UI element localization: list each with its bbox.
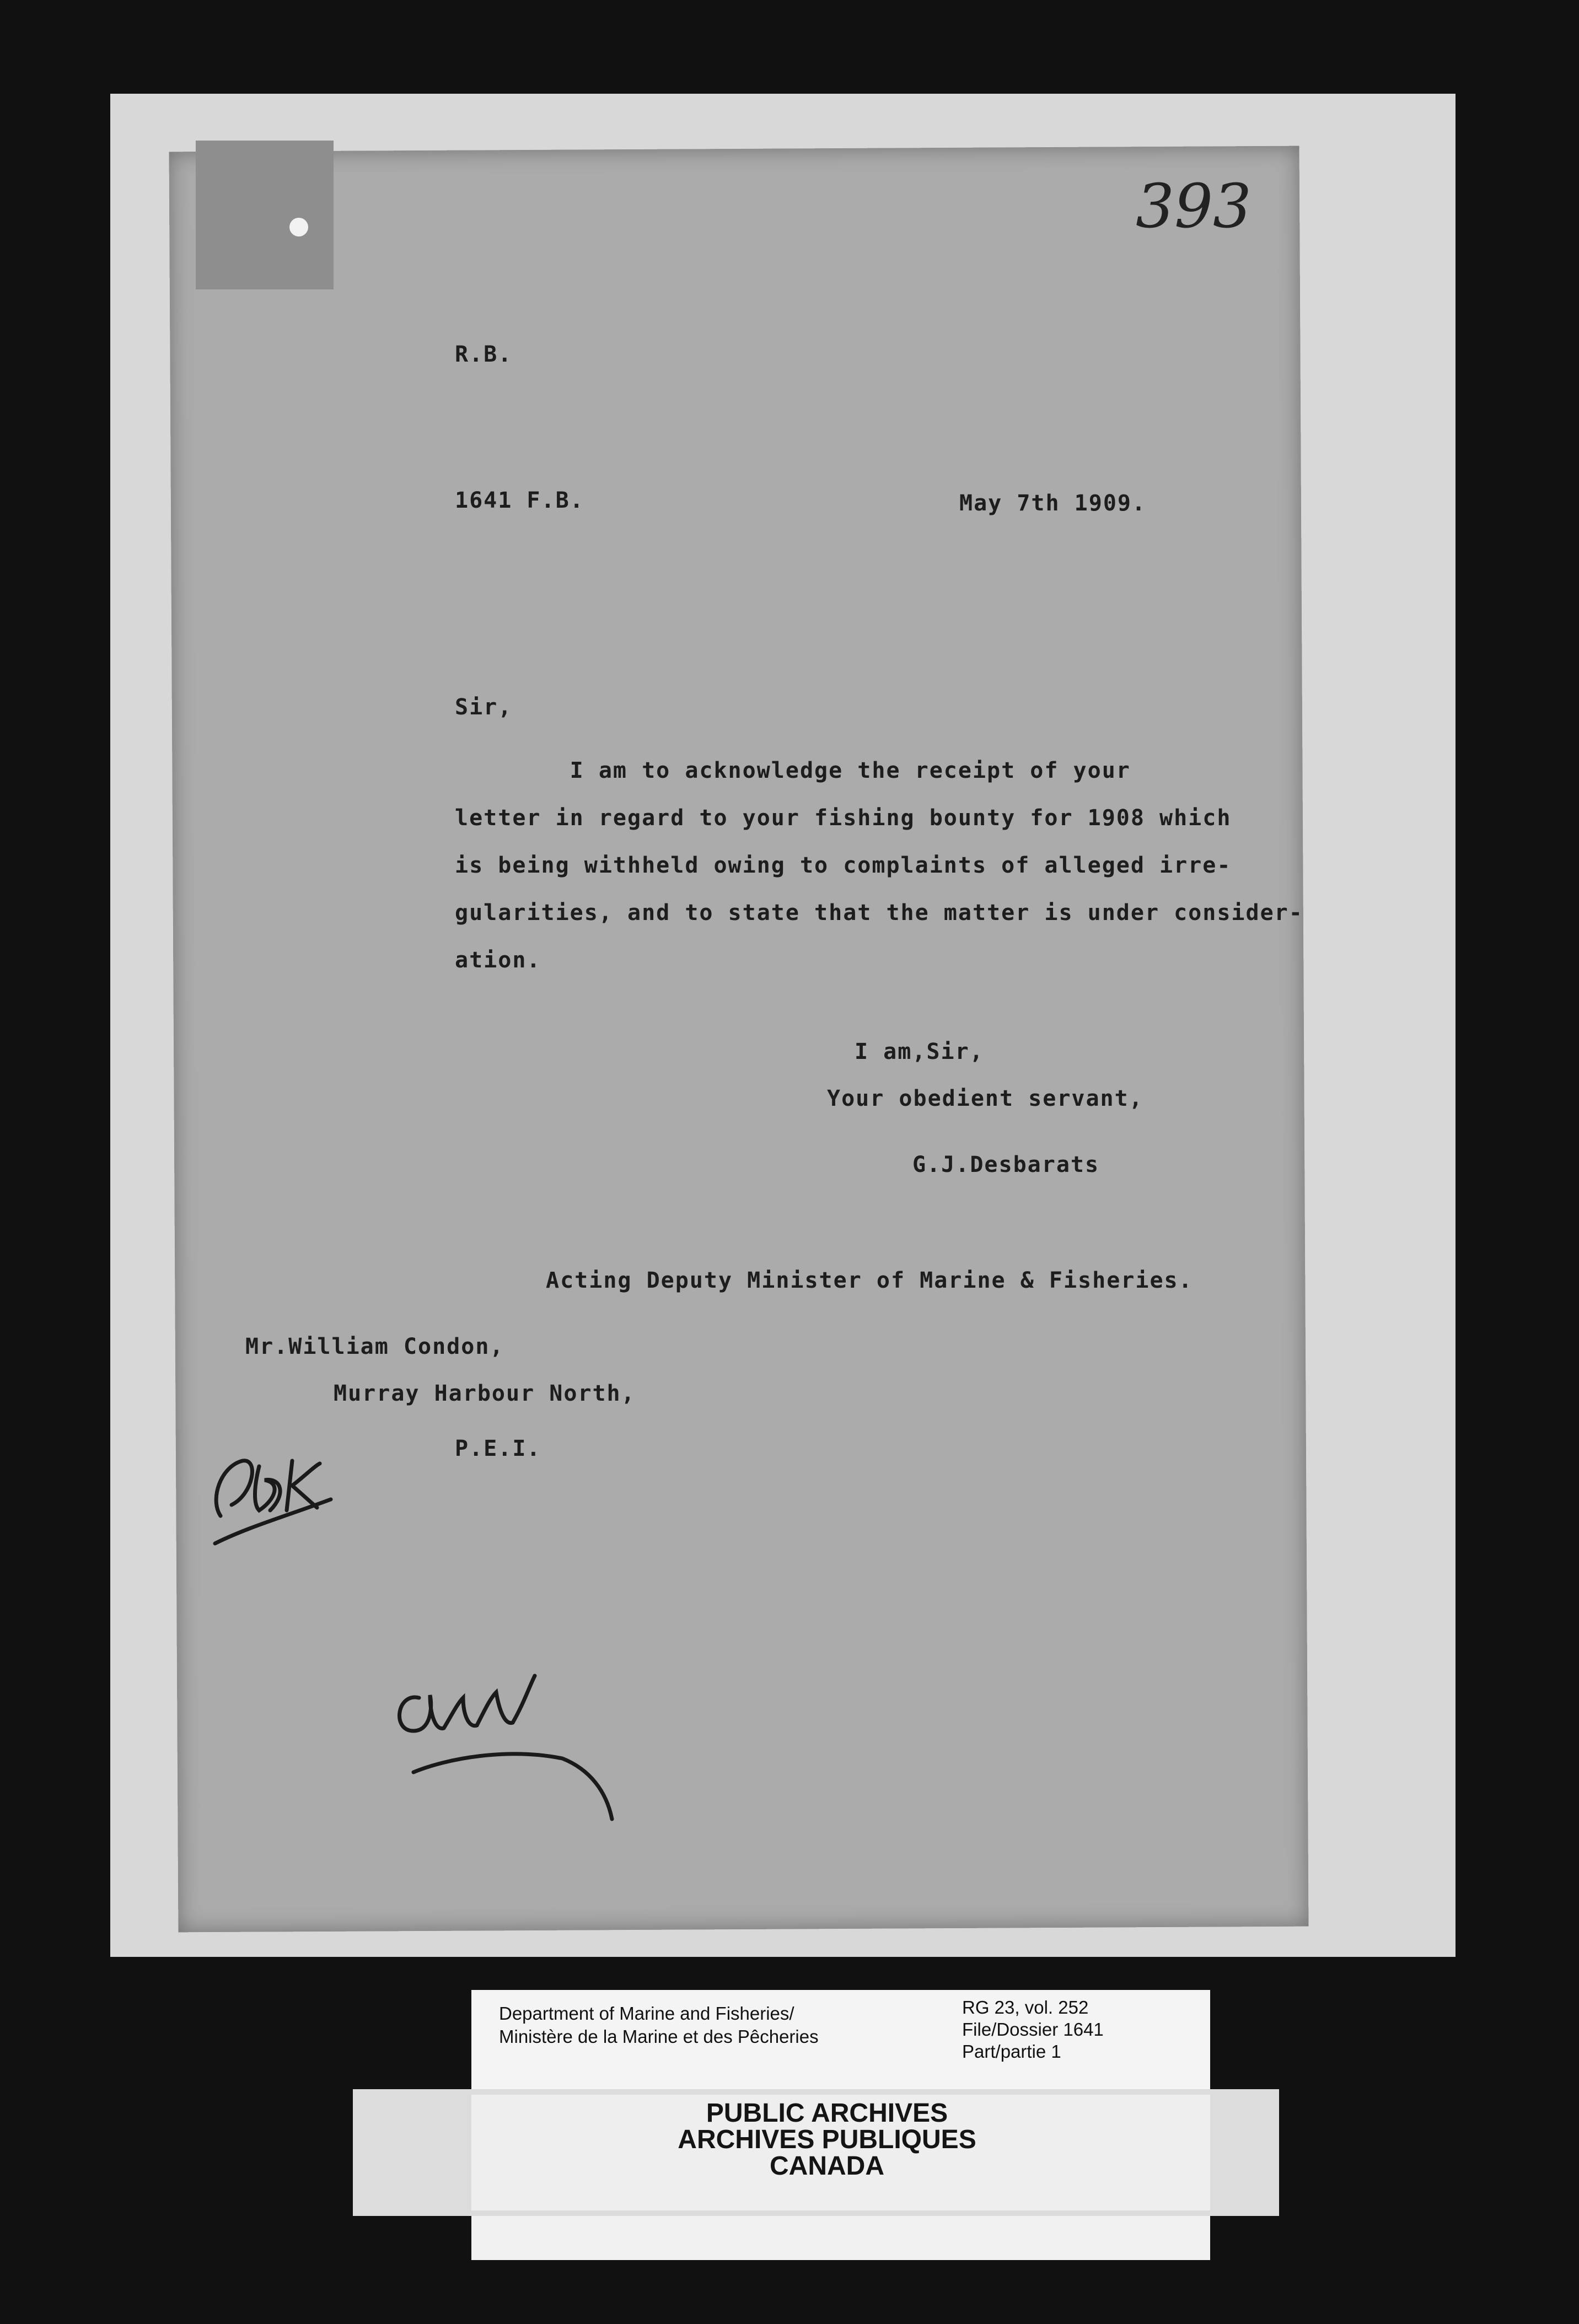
letter-body — [455, 747, 1303, 984]
letter-date: May 7th 1909. — [959, 491, 1147, 516]
stamp-line-3: CANADA — [770, 2151, 884, 2181]
archives-stamp — [629, 2100, 1025, 2180]
department-french: Ministère de la Marine et des Pêcheries — [499, 2026, 819, 2047]
addressee-name: Mr.William Condon, — [245, 1334, 504, 1359]
department-english: Department of Marine and Fisheries/ — [499, 2003, 794, 2024]
signer-title: Acting Deputy Minister of Marine & Fisheries. — [546, 1268, 1193, 1293]
body-line: gularities, and to state that the matter is under consider- — [455, 900, 1303, 926]
body-line: letter in regard to your fishing bounty for 1908 which — [455, 805, 1232, 831]
body-line: is being withheld owing to complaints of alleged irre- — [455, 853, 1232, 878]
body-line: I am to acknowledge the receipt of your — [455, 758, 1131, 783]
reference-code: R.B. — [455, 342, 513, 367]
stamp-line-2: ARCHIVES PUBLIQUES — [678, 2125, 976, 2154]
handwritten-initials-awv — [380, 1665, 634, 1863]
stamp-footer-strip — [471, 2216, 1210, 2260]
handwritten-initials-dbk — [198, 1433, 342, 1560]
paper-clip-mark — [196, 141, 334, 289]
archive-label-reference — [962, 1997, 1104, 2063]
file-dossier: File/Dossier 1641 — [962, 2019, 1104, 2040]
part-partie: Part/partie 1 — [962, 2041, 1061, 2062]
archive-label-department — [499, 2002, 819, 2048]
addressee-province: P.E.I. — [455, 1436, 541, 1461]
record-group: RG 23, vol. 252 — [962, 1997, 1089, 2018]
closing-line: I am,Sir, — [855, 1039, 984, 1064]
page-number: 393 — [1136, 171, 1252, 241]
salutation: Sir, — [455, 695, 513, 720]
stamp-line-1: PUBLIC ARCHIVES — [706, 2099, 948, 2128]
signer-name: G.J.Desbarats — [912, 1152, 1100, 1177]
file-number: 1641 F.B. — [455, 488, 584, 513]
closing-servant: Your obedient servant, — [827, 1086, 1143, 1111]
letter-page — [169, 146, 1309, 1933]
body-line: ation. — [455, 948, 541, 973]
addressee-town: Murray Harbour North, — [334, 1381, 636, 1406]
pin-hole — [289, 218, 308, 236]
